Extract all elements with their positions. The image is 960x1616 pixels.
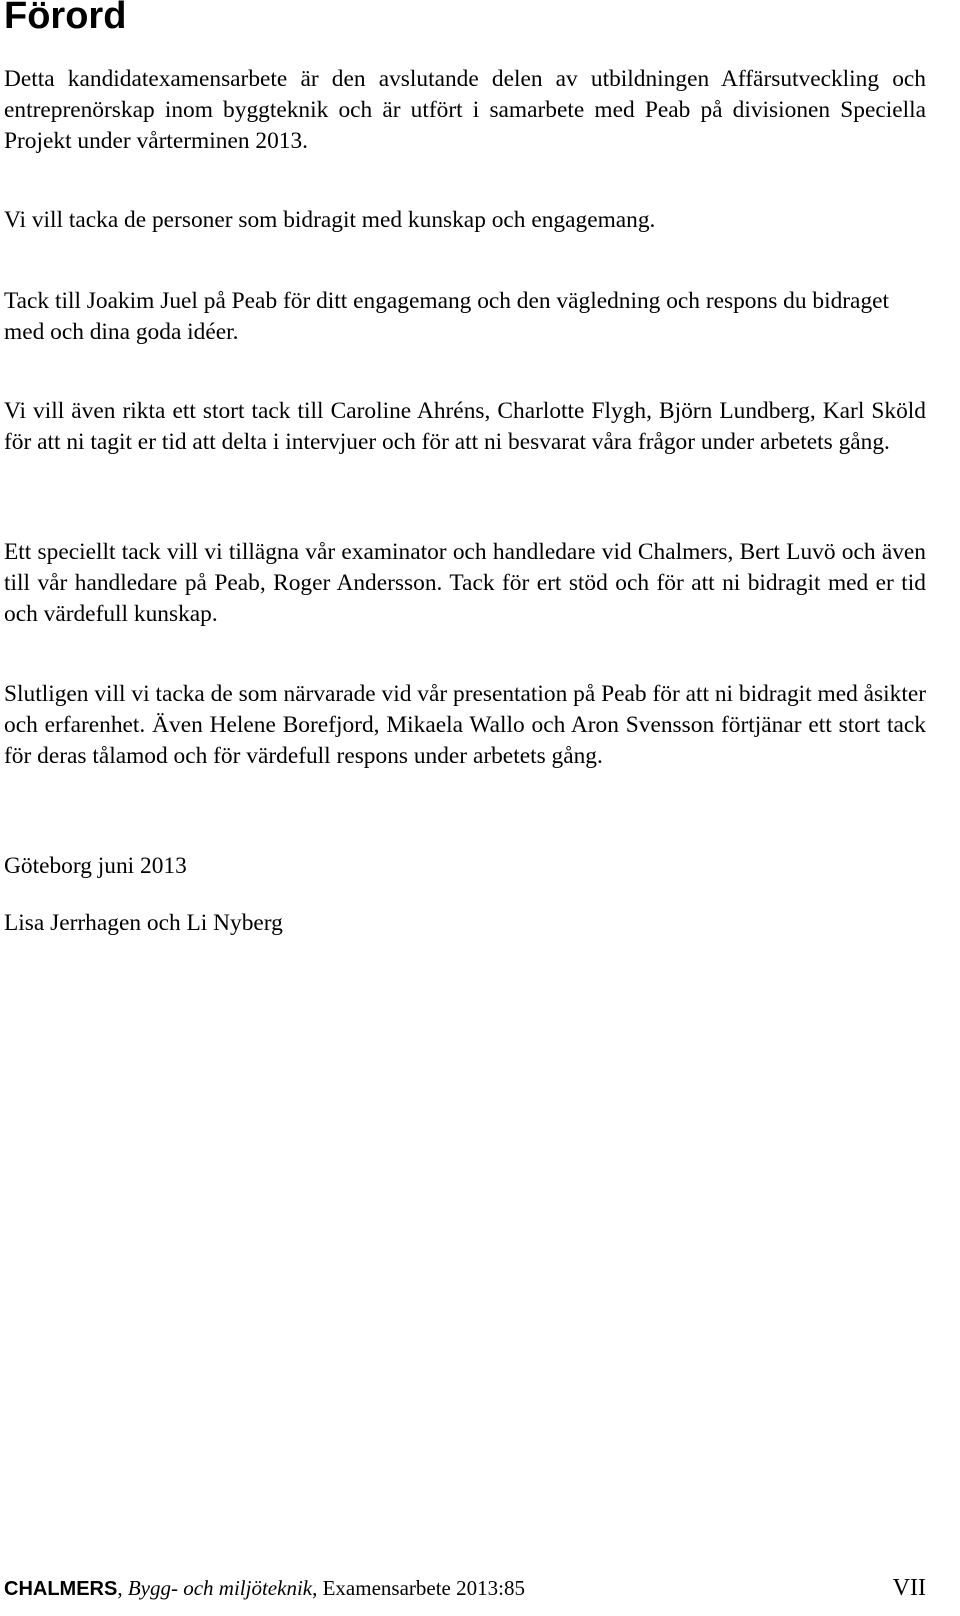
paragraph-interviews: Vi vill även rikta ett stort tack till Caroline Ahréns, Charlotte Flygh, Björn Lundberg, Karl Sköld för att ni tagit er tid att delta i intervjuer och för att ni besvarat våra frågor under arbetets gång.: [4, 398, 926, 455]
footer-separator: ,: [117, 1576, 128, 1600]
paragraph-intro: Detta kandidatexamensarbete är den avslutande delen av utbildningen Affärsutveckling och entreprenörskap inom byggteknik och är utfört i samarbete med Peab på divisionen Speciella Projekt under vårterminen 2013.: [4, 66, 926, 154]
footer-citation: [4, 1573, 525, 1604]
paragraph-joakim: Tack till Joakim Juel på Peab för ditt engagemang och den vägledning och respons du bidraget med och dina goda idéer.: [4, 288, 890, 345]
footer-brand: CHALMERS: [4, 1578, 118, 1600]
footer-department: Bygg- och miljöteknik: [127, 1576, 313, 1600]
footer-report-id: , Examensarbete 2013:85: [312, 1576, 525, 1600]
paragraph-examiner: Ett speciellt tack vill vi tillägna vår examinator och handledare vid Chalmers, Bert Luvö och även till vår handledare på Peab, Roger Andersson. Tack för ert stöd och för att ni bidragit med er tid och värdefull kunskap.: [4, 539, 926, 627]
paragraph-thanks: Vi vill tacka de personer som bidragit med kunskap och engagemang.: [4, 207, 656, 233]
authors: Lisa Jerrhagen och Li Nyberg: [4, 910, 283, 936]
page-heading: Förord: [4, 0, 127, 37]
place-date: Göteborg juni 2013: [4, 853, 187, 879]
page-footer: [4, 1573, 926, 1603]
paragraph-presentation: Slutligen vill vi tacka de som närvarade vid vår presentation på Peab för att ni bidragit med åsikter och erfarenhet. Även Helene Borefjord, Mikaela Wallo och Aron Svensson förtjänar ett stort tack för deras tålamod och för värdefull respons under arbetets gång.: [4, 681, 926, 769]
page-number: VII: [892, 1575, 926, 1601]
